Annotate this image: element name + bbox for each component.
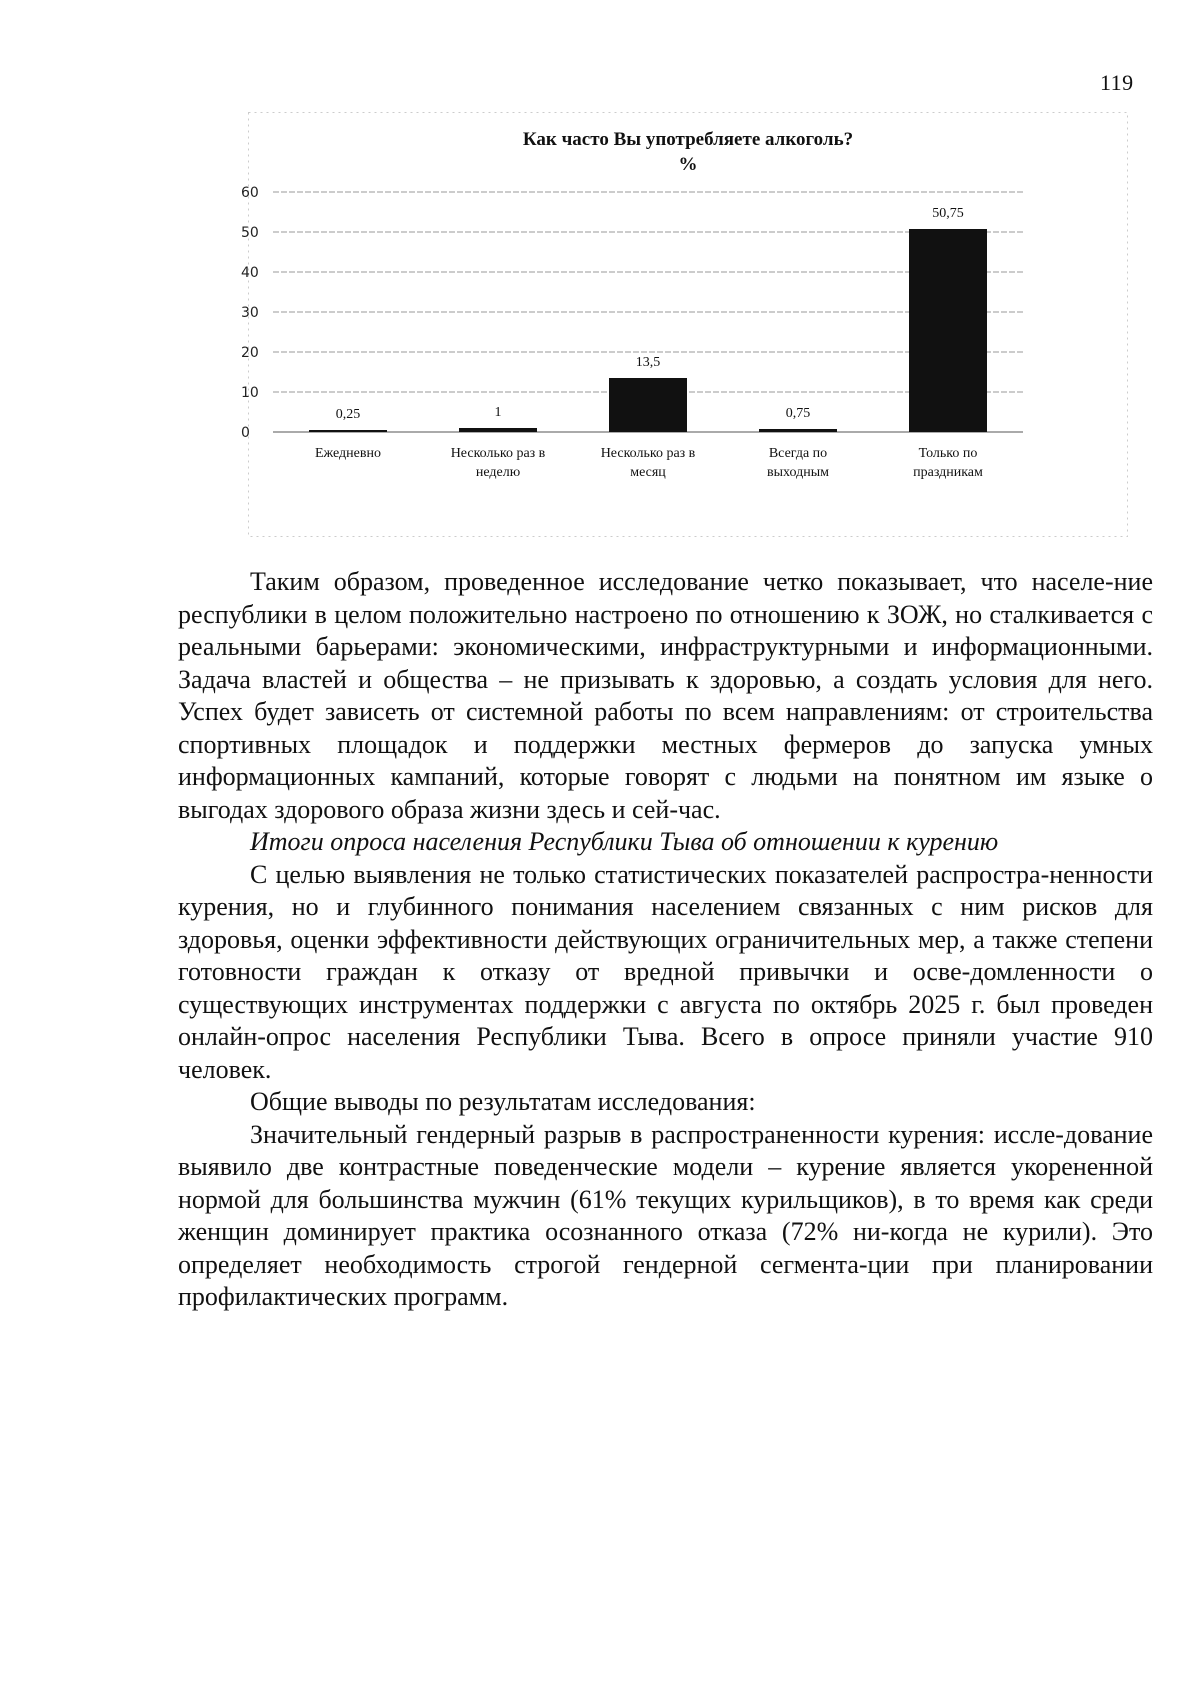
y-tick-label: 10 [241,385,259,401]
paragraph-conclusion: Таким образом, проведенное исследование четко показывает, что населе-ние республики в целом положительно настроено по отношению к ЗОЖ, но сталкивается с реальными барьерами: экономическими, инфраструктурными и информационными. Задача властей и общества – не призывать к здоровью, а создать условия для него. Успех будет зависеть от системной работы по всем направлениям: от строительства спортивных площадок и поддержки местных фермеров до запуска умных информационных кампаний, которые говорят с людьми на понятном им языке о выгодах здорового образа жизни здесь и сей-час. [178,567,1153,824]
x-axis-labels [315,446,983,480]
chart-frame [249,113,1128,537]
paragraph-survey-intro: С целью выявления не только статистических показателей распростра-ненности курения, но и глубинного понимания населением связанных с ним рисков для здоровья, оценки эффективности действующих ограничительных мер, а также степени готовности граждан к отказу от вредной привычки и осве-домленности о существующих инструментах поддержки с августа по октябрь 2025 г. был проведен онлайн-опрос населения Республики Тыва. Всего в опросе приняли участие 910 человек. [178,859,1153,1084]
bar [309,430,387,432]
bar [909,229,987,432]
y-tick-label: 40 [241,265,259,281]
y-tick-label: 50 [241,225,259,241]
y-tick-label: 30 [241,305,259,321]
alcohol-frequency-chart [241,112,1128,537]
chart-bars [309,229,987,432]
x-tick-label: Несколько раз в [450,446,546,461]
bar [759,429,837,432]
y-axis-ticks [241,185,259,441]
chart-svg [241,112,1128,537]
data-label: 1 [494,405,502,420]
y-tick-label: 20 [241,345,259,361]
x-tick-label: Всегда по [768,446,828,461]
x-tick-label: неделю [475,465,521,480]
page-number: 119 [1100,70,1134,95]
data-label: 13,5 [635,355,661,370]
x-tick-label: Только по [918,446,978,461]
data-label: 0,25 [335,407,361,422]
chart-title: Как часто Вы употребляете алкоголь? [522,129,854,150]
body-text [178,566,1153,1314]
x-tick-label: Несколько раз в [600,446,696,461]
data-label: 50,75 [932,206,964,221]
x-tick-label: месяц [630,465,666,480]
y-tick-label: 0 [241,425,250,441]
bar [609,378,687,432]
data-label: 0,75 [785,406,811,421]
chart-subtitle: % [678,154,698,175]
x-tick-label: выходным [767,465,829,480]
y-tick-label: 60 [241,185,259,201]
x-tick-label: Ежедневно [314,446,382,461]
section-heading: Итоги опроса населения Республики Тыва об отношении к курению [250,827,999,856]
paragraph-gender-gap: Значительный гендерный разрыв в распространенности курения: иссле-дование выявило две контрастные поведенческие модели – курение является укорененной нормой для большинства мужчин (61% текущих курильщиков), в то время как среди женщин доминирует практика осознанного отказа (72% ни-когда не курили). Это определяет необходимость строгой гендерной сегмента-ции при планировании профилактических программ. [178,1119,1153,1311]
paragraph-findings-title: Общие выводы по результатам исследования: [250,1087,756,1116]
x-tick-label: праздникам [913,465,983,480]
bar [459,428,537,432]
